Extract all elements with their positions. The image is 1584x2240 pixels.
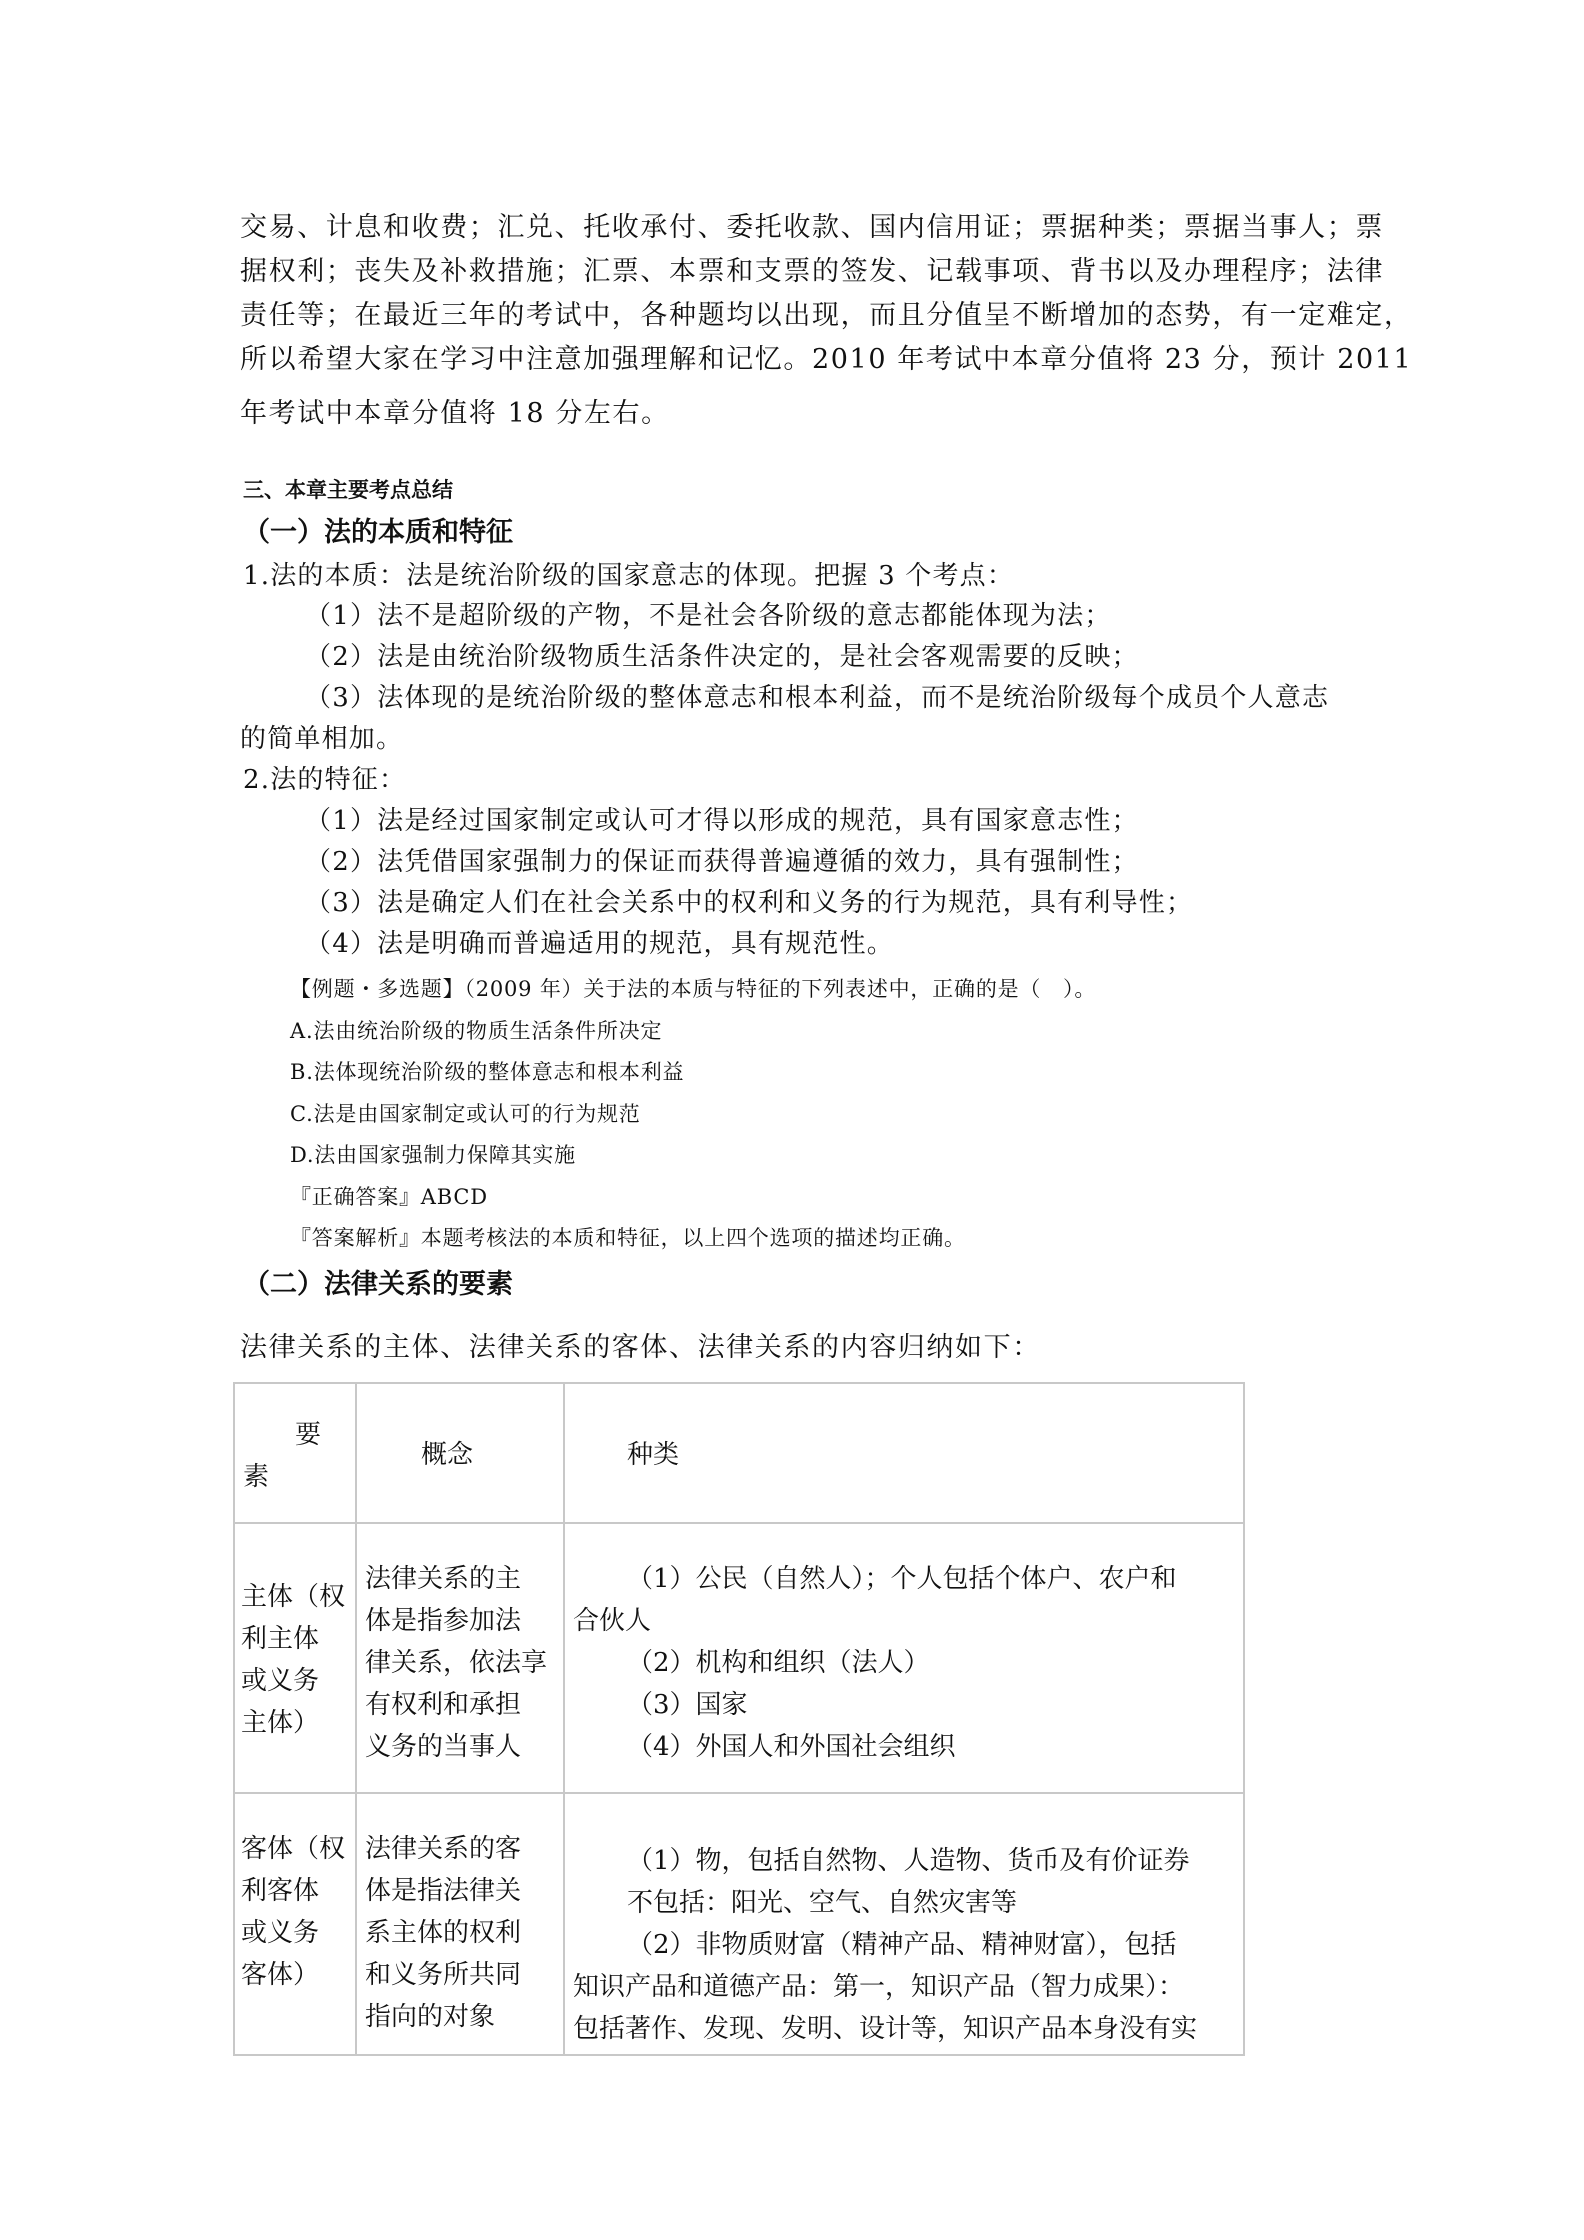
row-types-cell xyxy=(564,1793,1244,2055)
essence-point: （1）法不是超阶级的产物，不是社会各阶级的意志都能体现为法； xyxy=(305,601,1112,631)
row-name-cell xyxy=(234,1793,356,2055)
row-concept-cell xyxy=(356,1523,564,1793)
feature-point: （1）法是经过国家制定或认可才得以形成的规范，具有国家意志性； xyxy=(305,806,1139,836)
essence-title: 1.法的本质：法是统治阶级的国家意志的体现。把握 3 个考点： xyxy=(243,561,1015,591)
row-types-cell xyxy=(564,1523,1244,1793)
row-types-line: 不包括：阳光、空气、自然灾害等 xyxy=(627,1888,1018,1918)
row-concept-line: 有权利和承担 xyxy=(365,1690,522,1720)
example-option: C.法是由国家制定或认可的行为规范 xyxy=(290,1102,641,1126)
essence-point: （2）法是由统治阶级物质生活条件决定的，是社会客观需要的反映； xyxy=(305,642,1139,672)
row-concept-line: 法律关系的主 xyxy=(365,1564,522,1594)
row-concept-line: 指向的对象 xyxy=(365,2002,496,2032)
intro-line: 据权利；丧失及补救措施；汇票、本票和支票的签发、记载事项、背书以及办理程序；法律 xyxy=(240,256,1384,287)
row-types-line: （2）机构和组织（法人） xyxy=(627,1648,930,1678)
row-name-line: 主体（权 xyxy=(241,1582,346,1612)
feature-point: （2）法凭借国家强制力的保证而获得普遍遵循的效力，具有强制性； xyxy=(305,847,1139,877)
header-element-line2: 素 xyxy=(243,1462,270,1492)
feature-point: （3）法是确定人们在社会关系中的权利和义务的行为规范，具有利导性； xyxy=(305,888,1194,918)
header-cell-element xyxy=(234,1383,356,1523)
row-types-line: （2）非物质财富（精神产品、精神财富），包括 xyxy=(627,1930,1177,1960)
row-types-line: （1）物，包括自然物、人造物、货币及有价证券 xyxy=(627,1846,1190,1876)
row-types-line: （3）国家 xyxy=(627,1690,748,1720)
header-cell-concept xyxy=(356,1383,564,1523)
example-option: D.法由国家强制力保障其实施 xyxy=(290,1143,576,1167)
header-element-line1: 要 xyxy=(295,1420,322,1450)
part2-heading: （二）法律关系的要素 xyxy=(243,1269,513,1300)
row-name-cell xyxy=(234,1523,356,1793)
row-concept-line: 体是指法律关 xyxy=(365,1876,522,1906)
example-answer: 『正确答案』ABCD xyxy=(290,1185,488,1209)
feature-title: 2.法的特征： xyxy=(243,765,407,795)
example-analysis: 『答案解析』本题考核法的本质和特征，以上四个选项的描述均正确。 xyxy=(290,1226,966,1250)
row-concept-line: 和义务所共同 xyxy=(365,1960,522,1990)
intro-line: 交易、计息和收费；汇兑、托收承付、委托收款、国内信用证；票据种类；票据当事人；票 xyxy=(240,212,1384,243)
header-concept: 概念 xyxy=(421,1440,474,1470)
row-concept-line: 法律关系的客 xyxy=(365,1834,522,1864)
example-question: 【例题・多选题】（2009 年）关于法的本质与特征的下列表述中，正确的是（ ）。 xyxy=(290,977,1097,1001)
example-option: B.法体现统治阶级的整体意志和根本利益 xyxy=(290,1060,685,1084)
row-types-line: （1）公民（自然人）；个人包括个体户、农户和 xyxy=(627,1564,1177,1594)
row-name-line: 主体） xyxy=(241,1708,320,1738)
table-header-row xyxy=(234,1383,1244,1523)
legal-relation-table xyxy=(233,1382,1245,2056)
row-name-line: 客体（权 xyxy=(241,1834,346,1864)
feature-point: （4）法是明确而普遍适用的规范，具有规范性。 xyxy=(305,929,894,959)
part1-heading: （一）法的本质和特征 xyxy=(243,517,513,548)
row-concept-line: 律关系，依法享 xyxy=(365,1648,548,1678)
row-concept-line: 义务的当事人 xyxy=(365,1732,522,1762)
table-row xyxy=(234,1793,1244,2055)
intro-line: 责任等；在最近三年的考试中，各种题均以出现，而且分值呈不断增加的态势，有一定难定， xyxy=(240,300,1413,331)
row-types-line: 包括著作、发现、发明、设计等，知识产品本身没有实 xyxy=(573,2014,1198,2044)
header-types: 种类 xyxy=(627,1440,680,1470)
header-cell-types xyxy=(564,1383,1244,1523)
essence-cont: 的简单相加。 xyxy=(240,724,404,754)
row-concept-cell xyxy=(356,1793,564,2055)
row-name-line: 或义务 xyxy=(241,1666,320,1696)
row-name-line: 利主体 xyxy=(241,1624,320,1654)
row-types-line: （4）外国人和外国社会组织 xyxy=(627,1732,956,1762)
row-concept-line: 体是指参加法 xyxy=(365,1606,522,1636)
intro-line: 年考试中本章分值将 18 分左右。 xyxy=(240,398,670,429)
row-name-line: 或义务 xyxy=(241,1918,320,1948)
table-row xyxy=(234,1523,1244,1793)
row-types-line: 知识产品和道德产品：第一，知识产品（智力成果）： xyxy=(573,1972,1185,2002)
example-option: A.法由统治阶级的物质生活条件所决定 xyxy=(290,1019,663,1043)
row-concept-line: 系主体的权利 xyxy=(365,1918,522,1948)
essence-point: （3）法体现的是统治阶级的整体意志和根本利益，而不是统治阶级每个成员个人意志 xyxy=(305,683,1330,713)
row-types-line: 合伙人 xyxy=(573,1606,652,1636)
intro-line: 所以希望大家在学习中注意加强理解和记忆。2010 年考试中本章分值将 23 分，预计 2011 xyxy=(240,344,1413,375)
section-title: 三、本章主要考点总结 xyxy=(243,477,453,502)
part2-intro: 法律关系的主体、法律关系的客体、法律关系的内容归纳如下： xyxy=(240,1332,1041,1363)
row-name-line: 客体） xyxy=(241,1960,320,1990)
row-name-line: 利客体 xyxy=(241,1876,320,1906)
